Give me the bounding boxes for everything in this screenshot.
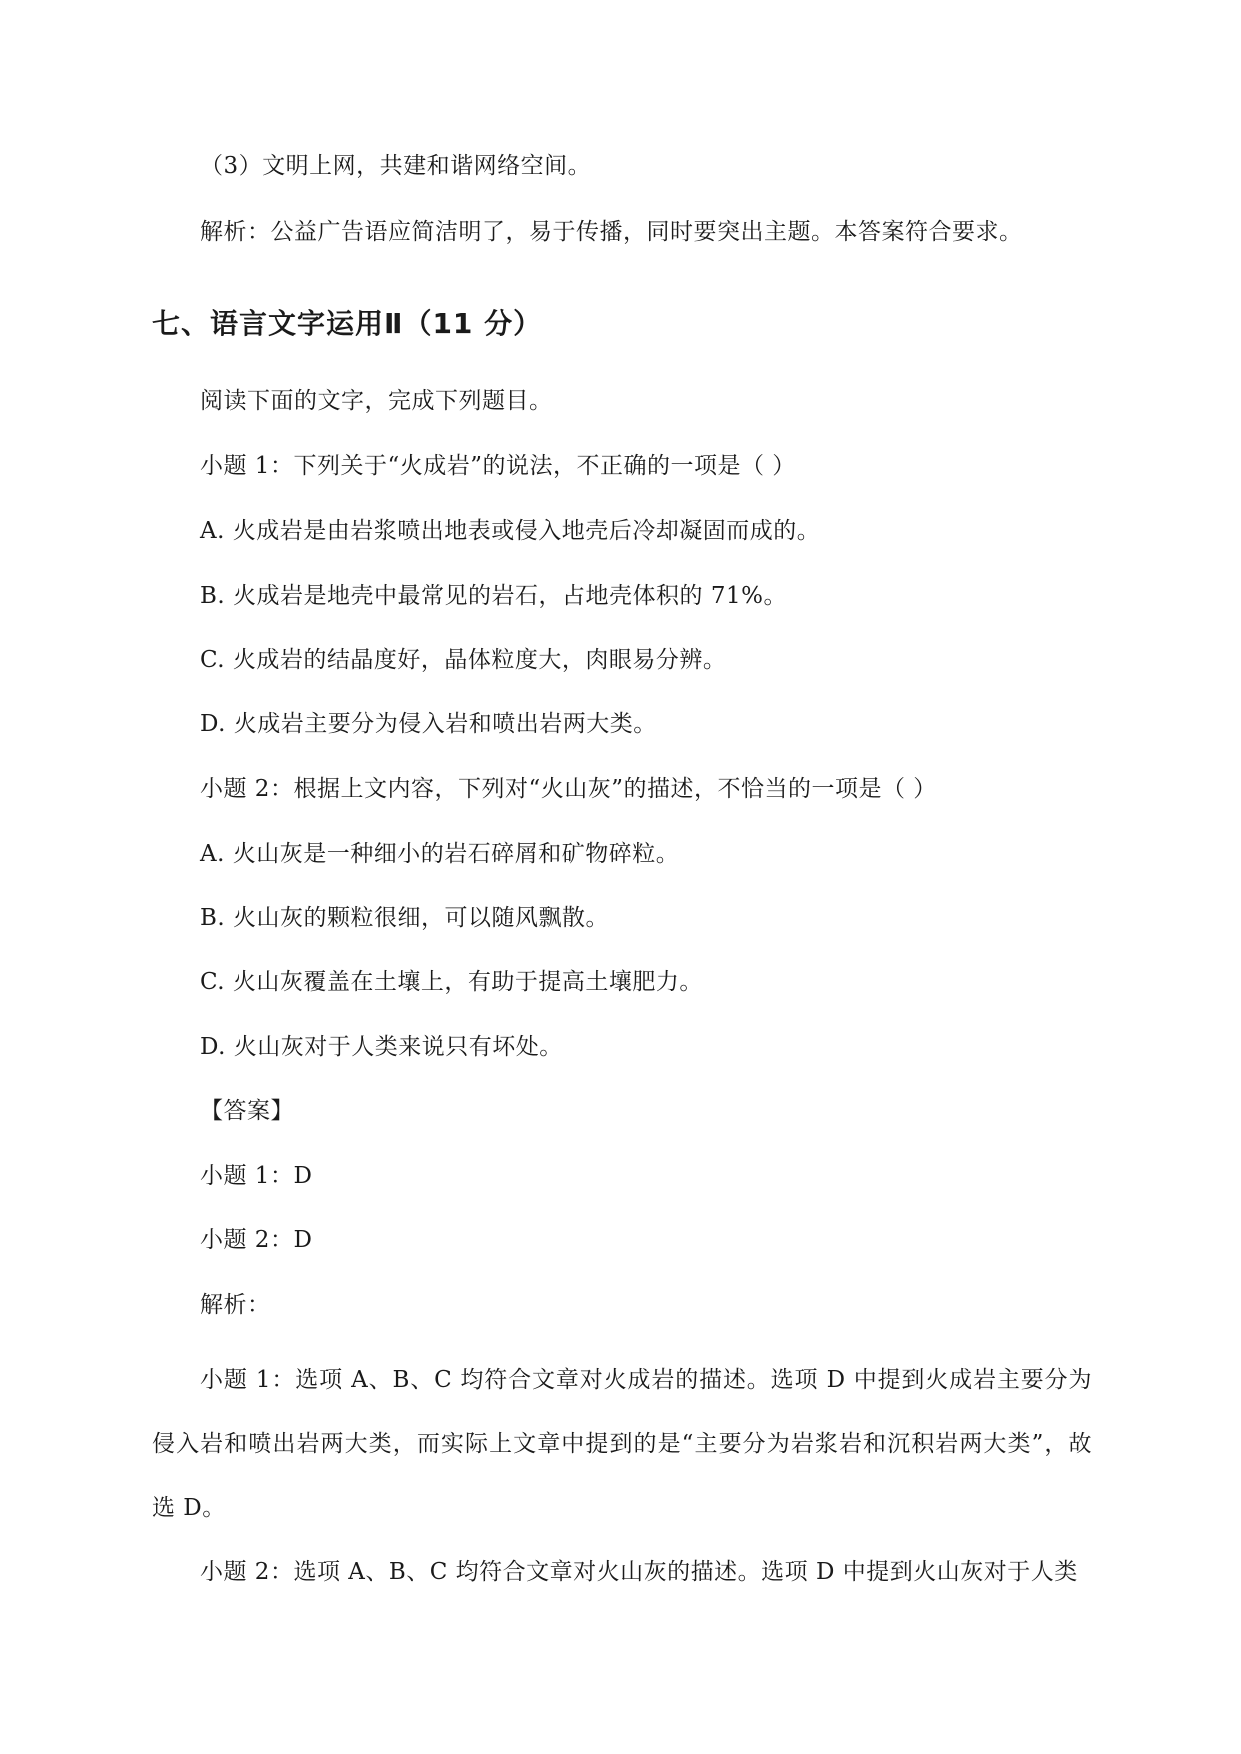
- section-heading: 七、语言文字运用Ⅱ（11 分）: [152, 307, 543, 340]
- reading-instruction: 阅读下面的文字，完成下列题目。: [200, 388, 553, 414]
- question-1-explanation: 小题 1：选项 A、B、C 均符合文章对火成岩的描述。选项 D 中提到火成岩主要分为侵入岩和喷出岩两大类，而实际上文章中提到的是“主要分为岩浆岩和沉积岩两大类”，故选 D。: [152, 1367, 1092, 1521]
- question-1-option-c: C. 火成岩的结晶度好，晶体粒度大，肉眼易分辨。: [200, 647, 727, 673]
- answer-label: 【答案】: [200, 1098, 294, 1124]
- question-2-option-d: D. 火山灰对于人类来说只有坏处。: [200, 1034, 563, 1060]
- answer-question-2: 小题 2：D: [200, 1227, 313, 1253]
- question-1-option-b: B. 火成岩是地壳中最常见的岩石，占地壳体积的 71%。: [200, 583, 787, 609]
- question-2-option-c: C. 火山灰覆盖在土壤上，有助于提高土壤肥力。: [200, 969, 703, 995]
- question-1-option-d: D. 火成岩主要分为侵入岩和喷出岩两大类。: [200, 711, 657, 737]
- answer-item-3: （3）文明上网，共建和谐网络空间。: [200, 153, 592, 179]
- question-2-stem: 小题 2：根据上文内容，下列对“火山灰”的描述，不恰当的一项是（ ）: [200, 776, 937, 802]
- question-2-explanation: 小题 2：选项 A、B、C 均符合文章对火山灰的描述。选项 D 中提到火山灰对于人类: [200, 1559, 1078, 1585]
- analysis-label: 解析：: [200, 1292, 271, 1318]
- question-1-option-a: A. 火成岩是由岩浆喷出地表或侵入地壳后冷却凝固而成的。: [200, 518, 821, 544]
- answer-question-1: 小题 1：D: [200, 1163, 313, 1189]
- question-2-option-b: B. 火山灰的颗粒很细，可以随风飘散。: [200, 905, 610, 931]
- analysis-text: 解析：公益广告语应简洁明了，易于传播，同时要突出主题。本答案符合要求。: [200, 219, 1023, 245]
- question-2-option-a: A. 火山灰是一种细小的岩石碎屑和矿物碎粒。: [200, 841, 680, 867]
- question-1-stem: 小题 1：下列关于“火成岩”的说法，不正确的一项是（ ）: [200, 453, 796, 479]
